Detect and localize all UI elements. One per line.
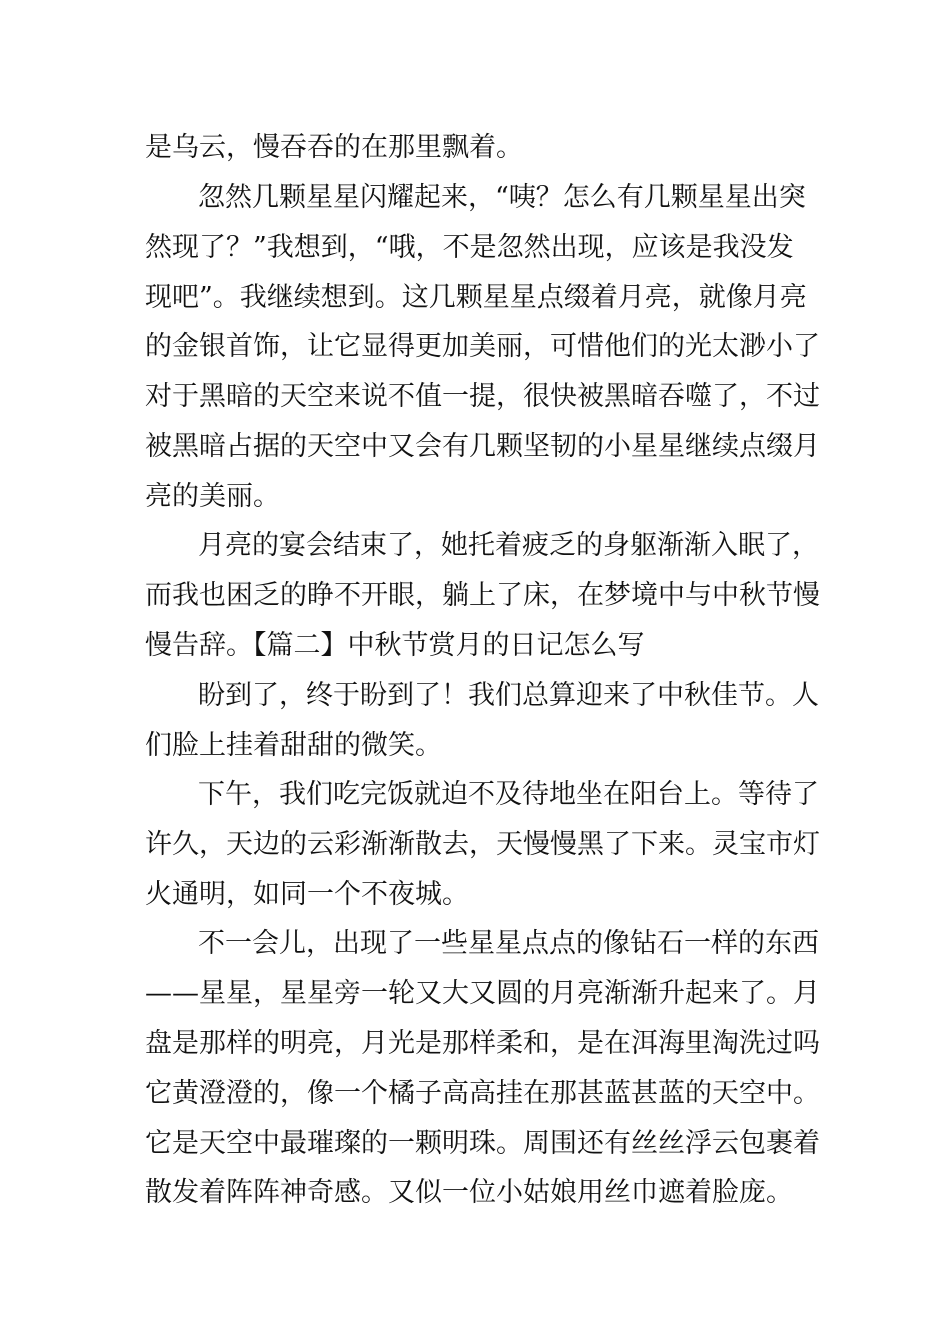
text-line: ——星星，星星旁一轮又大又圆的月亮渐渐升起来了。月 bbox=[145, 978, 820, 1009]
text-line: 它黄澄澄的，像一个橘子高高挂在那甚蓝甚蓝的天空中。 bbox=[145, 1078, 820, 1109]
text-line: 慢告辞。【篇二】中秋节赏月的日记怎么写 bbox=[145, 630, 645, 661]
text-line: 被黑暗占据的天空中又会有几颗坚韧的小星星继续点缀月 bbox=[145, 431, 820, 462]
text-line: 是乌云，慢吞吞的在那里飘着。 bbox=[145, 132, 523, 163]
text-line: 盼到了，终于盼到了！我们总算迎来了中秋佳节。人 bbox=[198, 680, 819, 711]
text-line: 然现了？”我想到，“哦，不是忽然出现，应该是我没发 bbox=[145, 232, 794, 263]
text-line: 散发着阵阵神奇感。又似一位小姑娘用丝巾遮着脸庞。 bbox=[145, 1177, 793, 1208]
text-line: 现吧”。我继续想到。这几颗星星点缀着月亮，就像月亮 bbox=[145, 282, 807, 313]
text-line: 亮的美丽。 bbox=[145, 481, 280, 512]
text-line: 忽然几颗星星闪耀起来，“咦？怎么有几颗星星出突 bbox=[198, 182, 806, 213]
text-line: 们脸上挂着甜甜的微笑。 bbox=[145, 730, 442, 761]
text-line: 而我也困乏的睁不开眼，躺上了床，在梦境中与中秋节慢 bbox=[145, 580, 820, 611]
text-line: 火通明，如同一个不夜城。 bbox=[145, 879, 469, 910]
text-line: 的金银首饰，让它显得更加美丽，可惜他们的光太渺小了 bbox=[145, 331, 820, 362]
text-line: 盘是那样的明亮，月光是那样柔和，是在洱海里淘洗过吗 bbox=[145, 1028, 820, 1059]
text-line: 不一会儿，出现了一些星星点点的像钻石一样的东西 bbox=[198, 928, 819, 959]
text-line: 许久，天边的云彩渐渐散去，天慢慢黑了下来。灵宝市灯 bbox=[145, 829, 820, 860]
text-line: 它是天空中最璀璨的一颗明珠。周围还有丝丝浮云包裹着 bbox=[145, 1128, 820, 1159]
text-line: 下午，我们吃完饭就迫不及待地坐在阳台上。等待了 bbox=[198, 779, 819, 810]
text-line: 月亮的宴会结束了，她托着疲乏的身躯渐渐入眠了， bbox=[198, 530, 819, 561]
text-line: 对于黑暗的天空来说不值一提，很快被黑暗吞噬了，不过 bbox=[145, 381, 820, 412]
